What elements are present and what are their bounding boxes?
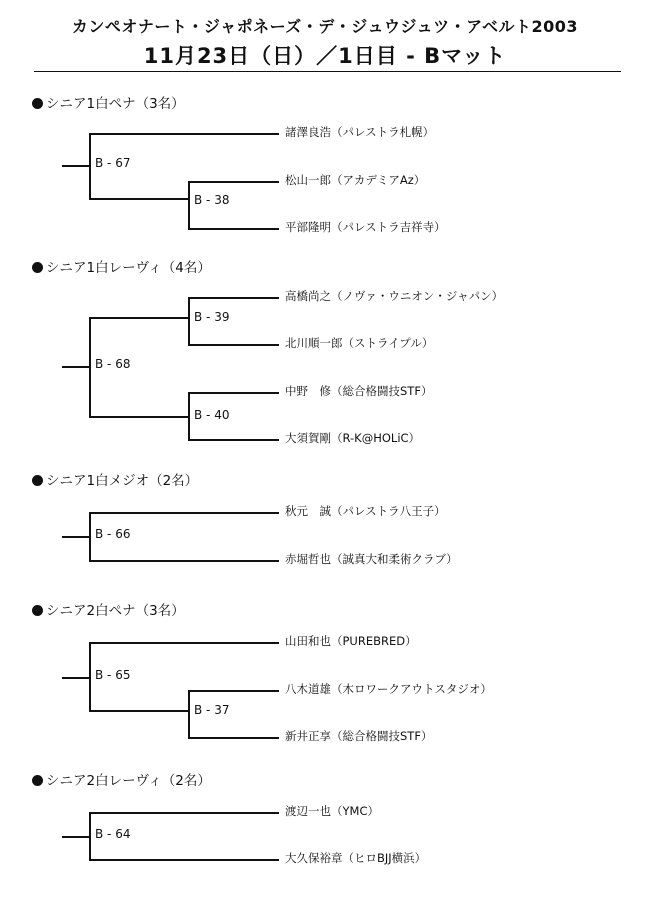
division-heading: シニア2白ペナ（3名）: [32, 599, 185, 619]
bullet-icon: [32, 98, 43, 109]
player-name: 松山一郎（アカデミアAz）: [285, 173, 426, 187]
bracket-line: [89, 198, 189, 200]
player-name: 大須賀剛（R-K@HOLiC）: [285, 431, 421, 445]
match-number: B - 38: [194, 193, 230, 207]
bracket-line: [62, 536, 90, 538]
page-title: カンペオナート・ジャポネーズ・デ・ジュウジュツ・アベルト2003: [71, 17, 579, 36]
bracket-line: [89, 317, 91, 417]
player-name: 中野 修（総合格闘技STF）: [285, 384, 433, 398]
bracket-line: [188, 297, 190, 345]
division-heading: シニア1白レーヴィ（4名）: [32, 256, 211, 276]
player-name: 八木道雄（木ロワークアウトスタジオ）: [285, 682, 492, 696]
bracket-line: [89, 812, 279, 814]
bracket-line: [89, 317, 189, 319]
match-number: B - 39: [194, 310, 230, 324]
player-name: 渡辺一也（YMC）: [285, 804, 379, 818]
division-heading: シニア1白ペナ（3名）: [32, 92, 185, 112]
bracket-line: [89, 133, 279, 135]
match-number: B - 40: [194, 408, 230, 422]
bracket-line: [62, 677, 90, 679]
division-heading: シニア2白レーヴィ（2名）: [32, 769, 211, 789]
match-number: B - 64: [95, 827, 131, 841]
bracket-line: [188, 181, 279, 183]
bracket-line: [188, 392, 279, 394]
bracket-line: [89, 642, 279, 644]
bullet-icon: [32, 775, 43, 786]
bracket-line: [89, 642, 91, 711]
bracket-line: [89, 512, 91, 561]
bracket-line: [188, 392, 190, 440]
bracket-line: [188, 690, 190, 738]
match-number: B - 68: [95, 357, 131, 371]
bracket-line: [62, 165, 90, 167]
bracket-line: [62, 836, 90, 838]
match-number: B - 67: [95, 156, 131, 170]
bullet-icon: [32, 605, 43, 616]
division-heading: シニア1白メジオ（2名）: [32, 469, 198, 489]
bracket-line: [89, 133, 91, 199]
player-name: 秋元 誠（パレストラ八王子）: [285, 504, 446, 518]
bracket-line: [89, 812, 91, 860]
player-name: 山田和也（PUREBRED）: [285, 634, 417, 648]
match-number: B - 37: [194, 703, 230, 717]
player-name: 新井正享（総合格闘技STF）: [285, 729, 433, 743]
match-number: B - 66: [95, 527, 131, 541]
player-name: 高橋尚之（ノヴァ・ウニオン・ジャパン）: [285, 289, 504, 303]
player-name: 諸澤良浩（パレストラ札幌）: [285, 125, 435, 139]
bracket-line: [188, 297, 279, 299]
page-subtitle: 11月23日（日）／1日目 - Bマット: [143, 44, 507, 68]
bullet-icon: [32, 262, 43, 273]
player-name: 赤堀哲也（誠真大和柔術クラブ）: [285, 552, 458, 566]
bracket-line: [62, 366, 90, 368]
player-name: 北川順一郎（ストライプル）: [285, 336, 434, 350]
player-name: 平部隆明（パレストラ吉祥寺）: [285, 220, 446, 234]
bracket-line: [188, 737, 279, 739]
bracket-line: [89, 710, 189, 712]
bracket-line: [188, 181, 190, 229]
bullet-icon: [32, 475, 43, 486]
bracket-line: [188, 690, 279, 692]
header-divider: [34, 71, 621, 72]
bracket-line: [89, 560, 279, 562]
match-number: B - 65: [95, 668, 131, 682]
bracket-line: [188, 439, 279, 441]
bracket-line: [188, 344, 279, 346]
bracket-line: [89, 859, 279, 861]
bracket-line: [89, 512, 279, 514]
bracket-line: [188, 228, 279, 230]
bracket-line: [89, 416, 189, 418]
player-name: 大久保裕章（ヒロBJJ横浜）: [285, 851, 427, 865]
